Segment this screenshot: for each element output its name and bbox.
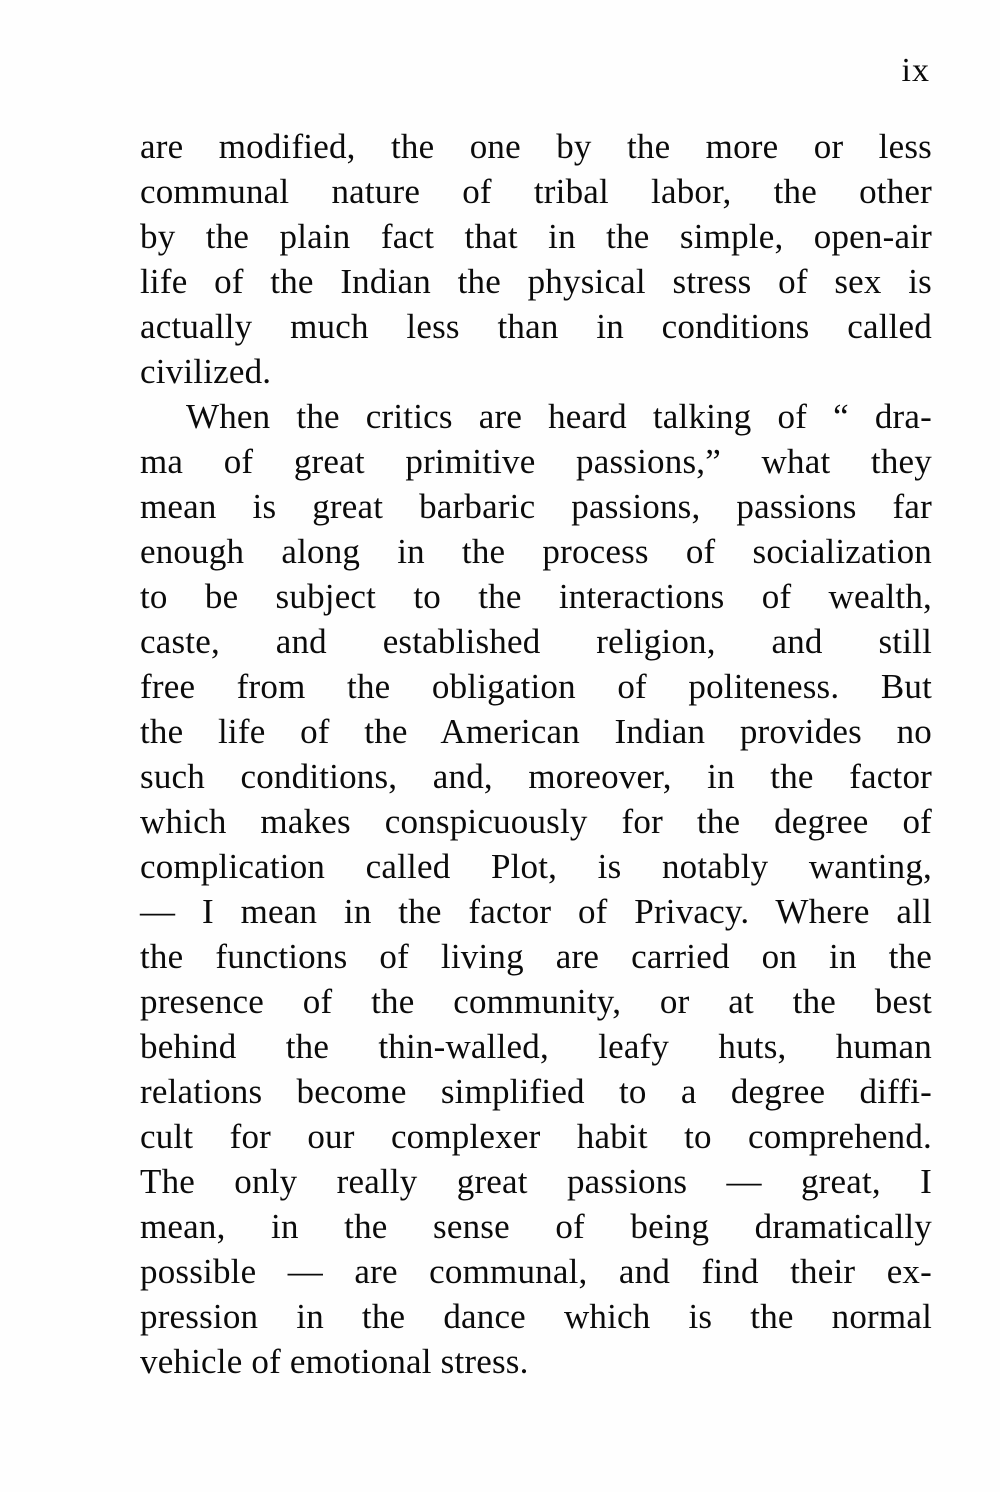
text-line: mean, in the sense of being dramatically — [140, 1207, 932, 1246]
text-line: vehicle of emotional stress. — [140, 1342, 529, 1381]
text-line: the functions of living are carried on in the — [140, 937, 932, 976]
page-number: ix — [901, 52, 930, 89]
text-line: are modified, the one by the more or less — [140, 127, 932, 166]
text-line: which makes conspicuously for the degree of — [140, 802, 932, 841]
text-line: caste, and established religion, and still — [140, 622, 932, 661]
text-line: actually much less than in conditions called — [140, 307, 932, 346]
text-line: free from the obligation of politeness. But — [140, 667, 932, 706]
text-line: mean is great barbaric passions, passions far — [140, 487, 932, 526]
text-line: behind the thin-walled, leafy huts, human — [140, 1027, 932, 1066]
text-line: When the critics are heard talking of “ dra- — [186, 397, 932, 436]
text-line: ma of great primitive passions,” what they — [140, 442, 932, 481]
text-line: such conditions, and, moreover, in the factor — [140, 757, 932, 796]
text-line: cult for our complexer habit to comprehend. — [140, 1117, 932, 1156]
text-line: — I mean in the factor of Privacy. Where all — [140, 892, 932, 931]
text-line: pression in the dance which is the normal — [140, 1297, 932, 1336]
text-line: by the plain fact that in the simple, open-air — [140, 217, 932, 256]
text-line: presence of the community, or at the best — [140, 982, 932, 1021]
text-line: The only really great passions — great, I — [140, 1162, 932, 1201]
text-line: enough along in the process of socialization — [140, 532, 932, 571]
text-line: civilized. — [140, 352, 272, 391]
text-line: complication called Plot, is notably wanting, — [140, 847, 932, 886]
text-line: communal nature of tribal labor, the other — [140, 172, 932, 211]
text-line: the life of the American Indian provides no — [140, 712, 932, 751]
text-block — [140, 124, 932, 1384]
text-line: life of the Indian the physical stress of sex is — [140, 262, 932, 301]
text-line: possible — are communal, and find their ex- — [140, 1252, 932, 1291]
text-line: relations become simplified to a degree diffi- — [140, 1072, 932, 1111]
text-line: to be subject to the interactions of wealth, — [140, 577, 932, 616]
